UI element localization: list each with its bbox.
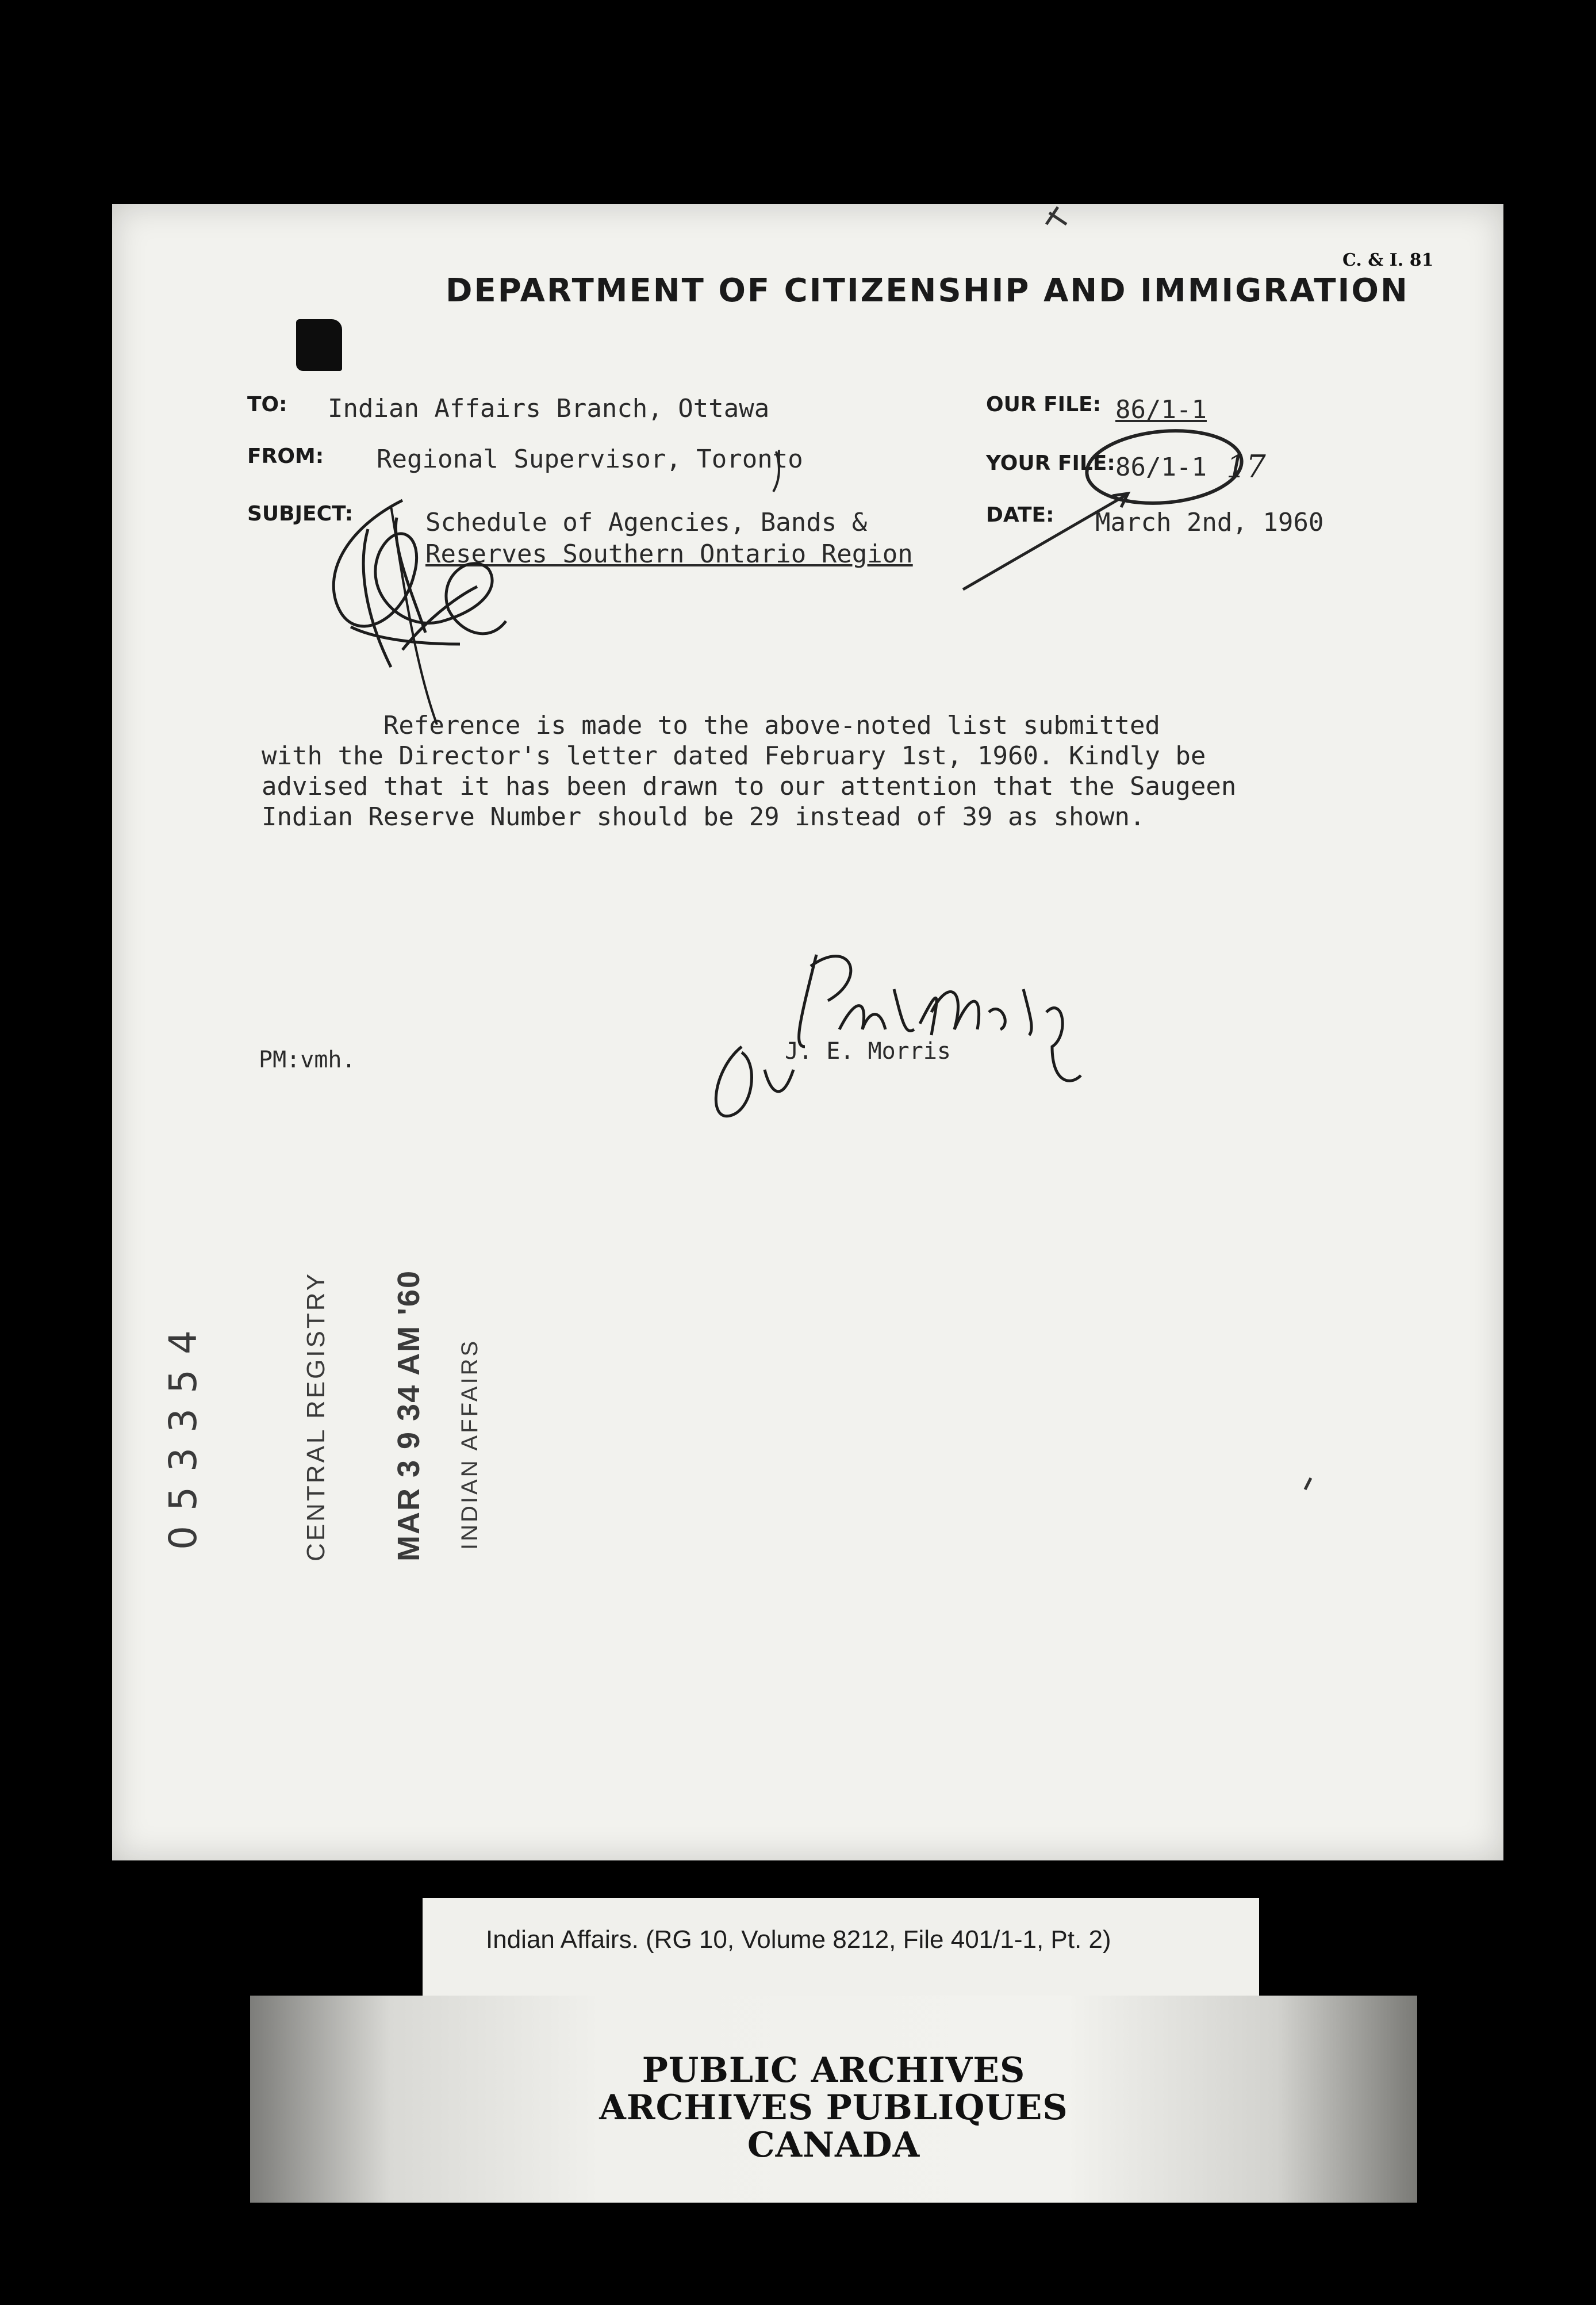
registry-number: 053354 [161, 1315, 205, 1550]
body-paragraph: Reference is made to the above-noted list submitted with the Director's letter dated February 1st, 1960. Kindly be advised that it has been drawn to our attention that the Saugeen Indian Reserve Number should be 29 instead of 39 as shown. [262, 711, 1237, 832]
signature-name: J. E. Morris [785, 1038, 951, 1065]
date-label: DATE: [986, 503, 1054, 527]
department-heading: DEPARTMENT OF CITIZENSHIP AND IMMIGRATION [446, 272, 1409, 309]
archive-line-1: PUBLIC ARCHIVES [642, 2050, 1026, 2090]
archive-line-2: ARCHIVES PUBLIQUES [599, 2088, 1068, 2128]
our-file-value: 86/1-1 [1115, 395, 1207, 424]
handwritten-initials [333, 500, 506, 667]
file-circle [1084, 424, 1245, 509]
date-value: March 2nd, 1960 [1095, 508, 1324, 537]
form-code: C. & I. 81 [1342, 250, 1434, 270]
archive-stamp-strip [250, 1996, 1417, 2203]
arrow-line [963, 493, 1128, 589]
archive-reference-label [423, 1898, 1259, 1996]
from-label: FROM: [247, 445, 324, 468]
archive-line-3: CANADA [747, 2125, 920, 2165]
subject-line-2: Reserves Southern Ontario Region [425, 539, 913, 569]
registry-name: CENTRAL REGISTRY [302, 1271, 330, 1561]
subject-line-1: Schedule of Agencies, Bands & [425, 508, 868, 537]
from-value: Regional Supervisor, Toronto [377, 445, 803, 474]
typist-initials: PM:vmh. [259, 1047, 356, 1073]
check-mark [1046, 207, 1066, 224]
your-file-annotation: 17 [1226, 449, 1266, 485]
handwritten-signature [799, 955, 1081, 1081]
your-file-value: 86/1-1 [1115, 453, 1207, 482]
handwritten-per-mark [716, 1047, 793, 1116]
subject-label: SUBJECT: [247, 502, 353, 526]
to-label: TO: [247, 393, 287, 416]
to-value: Indian Affairs Branch, Ottawa [328, 394, 770, 423]
our-file-label: OUR FILE: [986, 393, 1102, 416]
your-file-label: YOUR FILE: [986, 451, 1115, 475]
pen-mark [773, 451, 779, 492]
registry-datetime: MAR 3 9 34 AM '60 [392, 1269, 426, 1561]
registry-department: INDIAN AFFAIRS [457, 1338, 482, 1550]
archive-reference: Indian Affairs. (RG 10, Volume 8212, File 401/1-1, Pt. 2) [486, 1925, 1111, 1954]
